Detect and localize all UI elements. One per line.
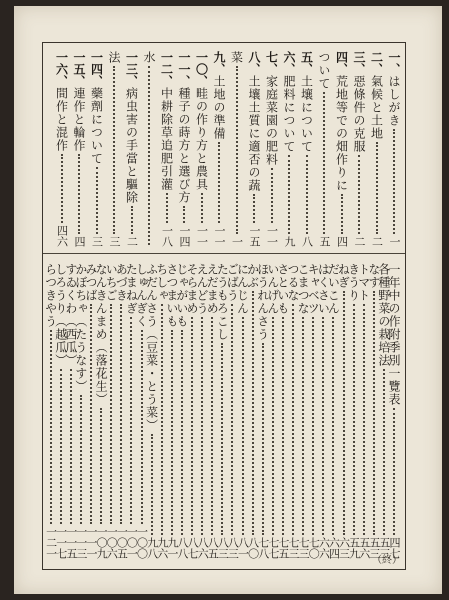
toc-entry: [247, 51, 261, 247]
leader-dots: [363, 304, 365, 535]
entry-title: みつば: [84, 263, 98, 302]
entry-page-number: 五六: [357, 537, 371, 559]
entry-number: 一二、: [159, 51, 174, 87]
leader-dots: [322, 317, 324, 535]
leader-dots: [282, 317, 284, 535]
entry-number: 一、: [387, 51, 401, 75]
leader-dots: [80, 395, 82, 524]
leader-dots: [141, 330, 143, 524]
entry-page-number: 一一一: [85, 526, 98, 559]
entry-page-number: 一: [388, 236, 401, 247]
entry-title: 一年中の作附季別一覽表: [387, 263, 401, 406]
toc-entry: [300, 51, 314, 247]
end-mark: （終）: [372, 555, 402, 566]
leader-dots: [262, 343, 264, 535]
entry-number: 二、: [369, 51, 384, 75]
entry-page-number: 一四: [178, 225, 191, 247]
leader-dots: [110, 304, 112, 524]
leader-dots: [343, 291, 345, 535]
leader-dots: [376, 142, 378, 234]
leader-dots: [60, 369, 62, 524]
section-divider: [43, 253, 405, 254]
leader-dots: [113, 66, 115, 234]
entry-page-number: 一一七: [54, 526, 68, 559]
toc-entry: [107, 51, 121, 247]
leader-dots: [358, 155, 360, 234]
toc-entry: [370, 51, 384, 247]
toc-entry: [230, 51, 244, 247]
leader-dots: [100, 408, 102, 524]
entry-title: こまつな: [296, 263, 311, 315]
entry-title: はしがき: [387, 75, 401, 127]
entry-title: 中耕除草追肥引灌: [159, 87, 174, 191]
leader-dots: [181, 330, 183, 535]
leader-dots: [183, 206, 185, 223]
entry-title: ほうれんさう: [255, 263, 270, 341]
entry-page-number: 一〇九: [95, 526, 109, 559]
entry-page-number: 五九: [347, 537, 361, 559]
leader-dots: [302, 317, 304, 535]
entry-title: 土地の準備: [212, 75, 226, 140]
entry-page-number: 八六: [196, 537, 210, 559]
entry-title: ふだんさう（豆菜・とう菜）: [144, 263, 159, 432]
entry-title: つるな: [286, 263, 300, 302]
leader-dots: [120, 304, 122, 524]
leader-dots: [353, 304, 355, 535]
entry-title: さつまいも: [164, 263, 179, 328]
entry-title: すゐくわ（西瓜）: [63, 263, 78, 367]
entry-number: 六、: [282, 51, 296, 75]
leader-dots: [50, 330, 52, 524]
entry-page-number: 一五: [248, 225, 261, 247]
entry-page-number: 四七: [388, 537, 401, 559]
entry-page-number: 八五: [206, 537, 220, 559]
entry-title: ねぎ: [336, 263, 351, 289]
leader-dots: [70, 369, 72, 524]
entry-number: 一五、: [72, 51, 86, 87]
toc-entry: [352, 51, 366, 247]
entry-page-number: 八一: [236, 537, 250, 559]
entry-title: だいこん: [326, 263, 341, 315]
entry-page-number: 八八: [175, 537, 189, 559]
leader-dots: [306, 155, 308, 234]
entry-page-number: 八三: [226, 537, 240, 559]
toc-entry: [90, 51, 104, 247]
entry-title: いちご: [104, 263, 119, 302]
entry-number: 七、: [264, 51, 279, 75]
entry-page-number: 五三: [367, 537, 381, 559]
leader-dots: [271, 168, 273, 223]
toc-frame: [42, 42, 406, 570]
entry-title: あづき: [114, 263, 129, 302]
toc-entry: [177, 51, 191, 247]
entry-page-number: 八: [300, 236, 314, 247]
entry-title: いんげん: [265, 263, 280, 315]
entry-title: えだまめ: [205, 263, 220, 315]
leader-dots: [201, 193, 203, 223]
toc-entry: [72, 51, 86, 247]
entry-title: えんどう: [195, 263, 210, 315]
entry-page-number: 五: [318, 236, 331, 247]
leader-dots: [166, 193, 168, 223]
entry-title: 法: [107, 51, 121, 64]
entry-title: 土壤土質に適否の蔬: [247, 75, 261, 192]
entry-title: じゃがいも: [174, 263, 189, 328]
toc-page: [14, 6, 442, 594]
entry-title: 連作と輪作: [72, 87, 86, 152]
entry-title: 土壤について: [299, 75, 314, 153]
leader-dots: [61, 154, 63, 223]
leader-dots: [252, 291, 254, 535]
entry-page-number: 四: [73, 236, 86, 247]
entry-page-number: 二: [370, 236, 384, 247]
entry-page-number: 九: [283, 236, 296, 247]
toc-entry: [142, 51, 156, 247]
entry-page-number: 三: [90, 236, 104, 247]
entry-page-number: 九一: [165, 537, 179, 559]
leader-dots: [393, 408, 395, 535]
entry-title: 病虫害の手當と驅除: [124, 87, 139, 204]
entry-page-number: 八〇: [246, 537, 260, 559]
entry-number: 一〇、: [194, 51, 209, 87]
entry-number: 一三、: [124, 51, 139, 87]
entry-title: そらまめ: [185, 263, 199, 315]
entry-page-number: 一〇一: [125, 526, 139, 559]
entry-title: にんじん: [235, 263, 250, 315]
entry-title: かぼちゃ（たうなす）: [73, 263, 88, 393]
entry-title: ごばう: [225, 263, 240, 302]
leader-dots: [373, 291, 375, 535]
leader-dots: [161, 304, 163, 535]
leader-dots: [148, 66, 150, 245]
entry-page-number: 一一三: [74, 526, 88, 559]
entry-page-number: 一〇〇: [135, 526, 149, 559]
entry-title: 間作と混作: [54, 87, 69, 152]
leader-dots: [341, 194, 343, 234]
entry-title: 畦の作り方と農具: [194, 87, 209, 191]
entry-title: きうり: [346, 263, 361, 302]
entry-title: 肥料について: [282, 75, 296, 153]
entry-title: 藥劑について: [89, 87, 104, 165]
entry-title: たまねぎ: [124, 263, 139, 315]
entry-title: 菜: [229, 51, 244, 64]
toc-section-vegetables: [43, 263, 405, 559]
toc-entry: [212, 51, 226, 247]
entry-page-number: 五三: [377, 537, 391, 559]
toc-entry: [317, 51, 331, 247]
leader-dots: [312, 317, 314, 535]
entry-page-number: 四: [335, 236, 349, 247]
entry-page-number: 九八: [145, 537, 159, 559]
entry-number: 一六、: [54, 51, 69, 87]
entry-page-number: 一二一: [44, 526, 58, 559]
entry-page-number: 一〇六: [105, 526, 119, 559]
entry-page-number: 三: [108, 236, 121, 247]
entry-title: さといも: [275, 263, 290, 315]
leader-dots: [130, 317, 132, 524]
entry-page-number: 八七: [186, 537, 199, 559]
entry-title: しろうり（越瓜）: [53, 263, 68, 367]
toc-entry: [125, 51, 139, 247]
entry-title: 各種野菜の栽培法: [376, 263, 391, 367]
entry-title: しゅんぎく: [134, 263, 149, 328]
leader-dots: [151, 434, 153, 535]
entry-number: 四、: [334, 51, 349, 75]
leader-dots: [253, 194, 255, 223]
leader-dots: [383, 369, 385, 535]
entry-page-number: 一一五: [64, 526, 78, 559]
toc-entry: [160, 51, 174, 247]
entry-page-number: 七三: [297, 537, 311, 559]
toc-entry: [195, 51, 209, 247]
entry-title: 氣候と土地: [369, 75, 384, 140]
entry-title: 惡條件の克服: [352, 75, 366, 153]
toc-entry: [387, 51, 401, 247]
entry-page-number: 七三: [287, 537, 300, 559]
entry-page-number: 一一: [265, 225, 279, 247]
entry-page-number: 六三: [337, 537, 351, 559]
leader-dots: [78, 154, 80, 234]
entry-page-number: 一一: [195, 225, 209, 247]
leader-dots: [292, 304, 294, 535]
leader-dots: [272, 317, 274, 535]
leader-dots: [231, 304, 233, 535]
entry-page-number: 二: [125, 236, 139, 247]
entry-number: 三、: [352, 51, 366, 75]
entry-page-number: 九六: [155, 537, 169, 559]
entry-title: 家庭菜園の肥料: [264, 75, 279, 166]
entry-page-number: 六六: [317, 537, 331, 559]
toc-entry: [44, 263, 58, 559]
entry-page-number: 七〇: [307, 537, 321, 559]
leader-dots: [171, 330, 173, 535]
entry-title: ついて: [317, 51, 331, 90]
entry-page-number: 六四: [327, 537, 341, 559]
entry-title: キャベツ: [306, 263, 321, 315]
leader-dots: [191, 317, 193, 535]
entry-title: はくさい: [316, 263, 331, 315]
entry-page-number: 七五: [276, 537, 290, 559]
entry-page-number: 七七: [266, 537, 280, 559]
toc-entry: [55, 51, 69, 247]
toc-entry: [282, 51, 296, 247]
toc-section-general: [43, 51, 405, 247]
leader-dots: [393, 129, 395, 234]
entry-number: 一一、: [177, 51, 191, 87]
entry-page-number: 一: [230, 236, 244, 247]
leader-dots: [288, 155, 290, 234]
leader-dots: [90, 304, 92, 524]
leader-dots: [218, 142, 220, 223]
entry-page-number: 一一: [213, 225, 226, 247]
entry-page-number: 一〇五: [115, 526, 129, 559]
entry-page-number: 七八: [256, 537, 270, 559]
entry-title: 種子の蒔方と選び方: [177, 87, 191, 204]
entry-title: なんきんまめ（落花生）: [94, 263, 109, 406]
entry-page-number: 一八: [160, 225, 174, 247]
leader-dots: [242, 317, 244, 535]
leader-dots: [96, 167, 98, 234]
entry-page-number: 八三: [216, 537, 230, 559]
entry-title: 荒地等での畑作りに: [334, 75, 349, 192]
leader-dots: [201, 317, 203, 535]
entry-title: 水: [142, 51, 156, 64]
entry-title: たうもろこし: [215, 263, 230, 341]
entry-title: なす: [366, 263, 381, 289]
leader-dots: [221, 343, 223, 535]
leader-dots: [323, 92, 325, 234]
entry-title: かぶ: [245, 263, 260, 289]
entry-number: 一四、: [89, 51, 104, 87]
leader-dots: [211, 317, 213, 535]
leader-dots: [332, 317, 334, 535]
entry-page-number: 二: [353, 236, 366, 247]
leader-dots: [131, 206, 133, 234]
entry-title: ちしゃ: [154, 263, 169, 302]
entry-title: トマト: [356, 263, 371, 302]
entry-number: 八、: [247, 51, 261, 75]
entry-number: 九、: [212, 51, 226, 75]
toc-entry: [265, 51, 279, 247]
toc-entry: [335, 51, 349, 247]
entry-title: らつきやう: [43, 263, 58, 328]
entry-page-number: 四六: [55, 225, 69, 247]
entry-number: 五、: [299, 51, 314, 75]
leader-dots: [236, 66, 238, 234]
